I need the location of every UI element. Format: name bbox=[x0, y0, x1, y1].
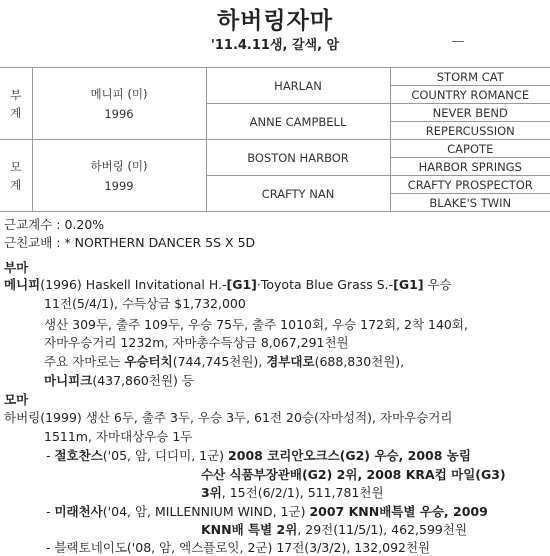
sire-cell bbox=[32, 68, 206, 140]
dam-progeny-2-cont: KNN배 특별 2위, 29전(11/5/1), 462,599천원 bbox=[201, 522, 468, 537]
pedigree-gen2: HARLAN bbox=[206, 68, 390, 104]
pedigree-gen3: HARBOR SPRINGS bbox=[390, 158, 550, 176]
pedigree-gen3: BLAKE'S TWIN bbox=[390, 194, 550, 212]
dam-year: 1999 bbox=[104, 179, 134, 193]
sire-year: 1996 bbox=[104, 107, 134, 121]
dam-line-label: 모 계 bbox=[0, 140, 32, 212]
dam-section-heading: 모마 bbox=[4, 392, 29, 407]
pedigree-gen3: NEVER BEND bbox=[390, 104, 550, 122]
dam-cell bbox=[32, 140, 206, 212]
dam-progeny-3: - 블랙토네이도('08, 암, 엑스플로잇, 2군) 17전(3/3/2), 132,092천원 bbox=[46, 540, 431, 555]
dam-progeny-1-cont: 수산 식품부장관배(G2) 2위, 2008 KRA컵 마일(G3) bbox=[201, 467, 506, 482]
sire-section-heading: 부마 bbox=[4, 260, 29, 275]
page-title: 하버링자마 bbox=[216, 8, 334, 34]
pedigree-gen3: STORM CAT bbox=[390, 68, 550, 86]
dam-name: 하버링 (미) bbox=[90, 159, 148, 173]
pedigree-gen3: CRAFTY PROSPECTOR bbox=[390, 176, 550, 194]
pedigree-gen3: REPERCUSSION bbox=[390, 122, 550, 140]
dam-progeny-1: - 절호찬스('05, 암, 디디미, 1군) 2008 코리안오크스(G2) 우승, 2008 농림 bbox=[46, 448, 471, 463]
pedigree-gen2: ANNE CAMPBELL bbox=[206, 104, 390, 140]
sire-major-progeny-2: 마니피크(437,860천원) 등 bbox=[44, 373, 194, 388]
sire-major-progeny: 주요 자마로는 우승터치(744,745천원), 경부대로(688,830천원), bbox=[44, 354, 405, 369]
pedigree-gen2: BOSTON HARBOR bbox=[206, 140, 390, 176]
sire-record-line: 메니피(1996) Haskell Invitational H.-[G1]·Toyota Blue Grass S.-[G1] 우승 bbox=[4, 277, 452, 292]
sire-name: 메니피 (미) bbox=[90, 87, 148, 101]
pedigree-gen2: CRAFTY NAN bbox=[206, 176, 390, 212]
sire-race-record: 11전(5/4/1), 수득상금 $1,732,000 bbox=[44, 296, 246, 311]
divider-mark bbox=[452, 41, 464, 42]
sire-progeny-earnings: 자마우승거리 1232m, 자마총수득상금 8,067,291천원 bbox=[44, 335, 349, 350]
nicking-info: 근친교배 : * NORTHERN DANCER 5S X 5D bbox=[4, 235, 256, 250]
birth-info: '11.4.11생, 갈색, 암 bbox=[210, 38, 340, 53]
sire-line-label: 부 계 bbox=[0, 68, 32, 140]
pedigree-gen3: COUNTRY ROMANCE bbox=[390, 86, 550, 104]
pedigree-gen3: CAPOTE bbox=[390, 140, 550, 158]
sire-progeny-stats: 생산 309두, 출주 109두, 우승 75두, 출주 1010회, 우승 172회, 2착 140회, bbox=[44, 317, 468, 332]
inbreeding-coefficient: 근교계수 : 0.20% bbox=[4, 217, 105, 232]
dam-progeny-2: - 미래천사('04, 암, MILLENNIUM WIND, 1군) 2007 KNN배특별 우승, 2009 bbox=[46, 504, 488, 519]
dam-record-line-2: 1511m, 자마대상우승 1두 bbox=[44, 429, 193, 444]
pedigree-table bbox=[0, 67, 550, 212]
dam-record-line: 하버링(1999) 생산 6두, 출주 3두, 우승 3두, 61전 20승(자마성적), 자마우승거리 bbox=[4, 410, 453, 425]
dam-progeny-1-cont2: 3위, 15전(6/2/1), 511,781천원 bbox=[201, 485, 384, 500]
